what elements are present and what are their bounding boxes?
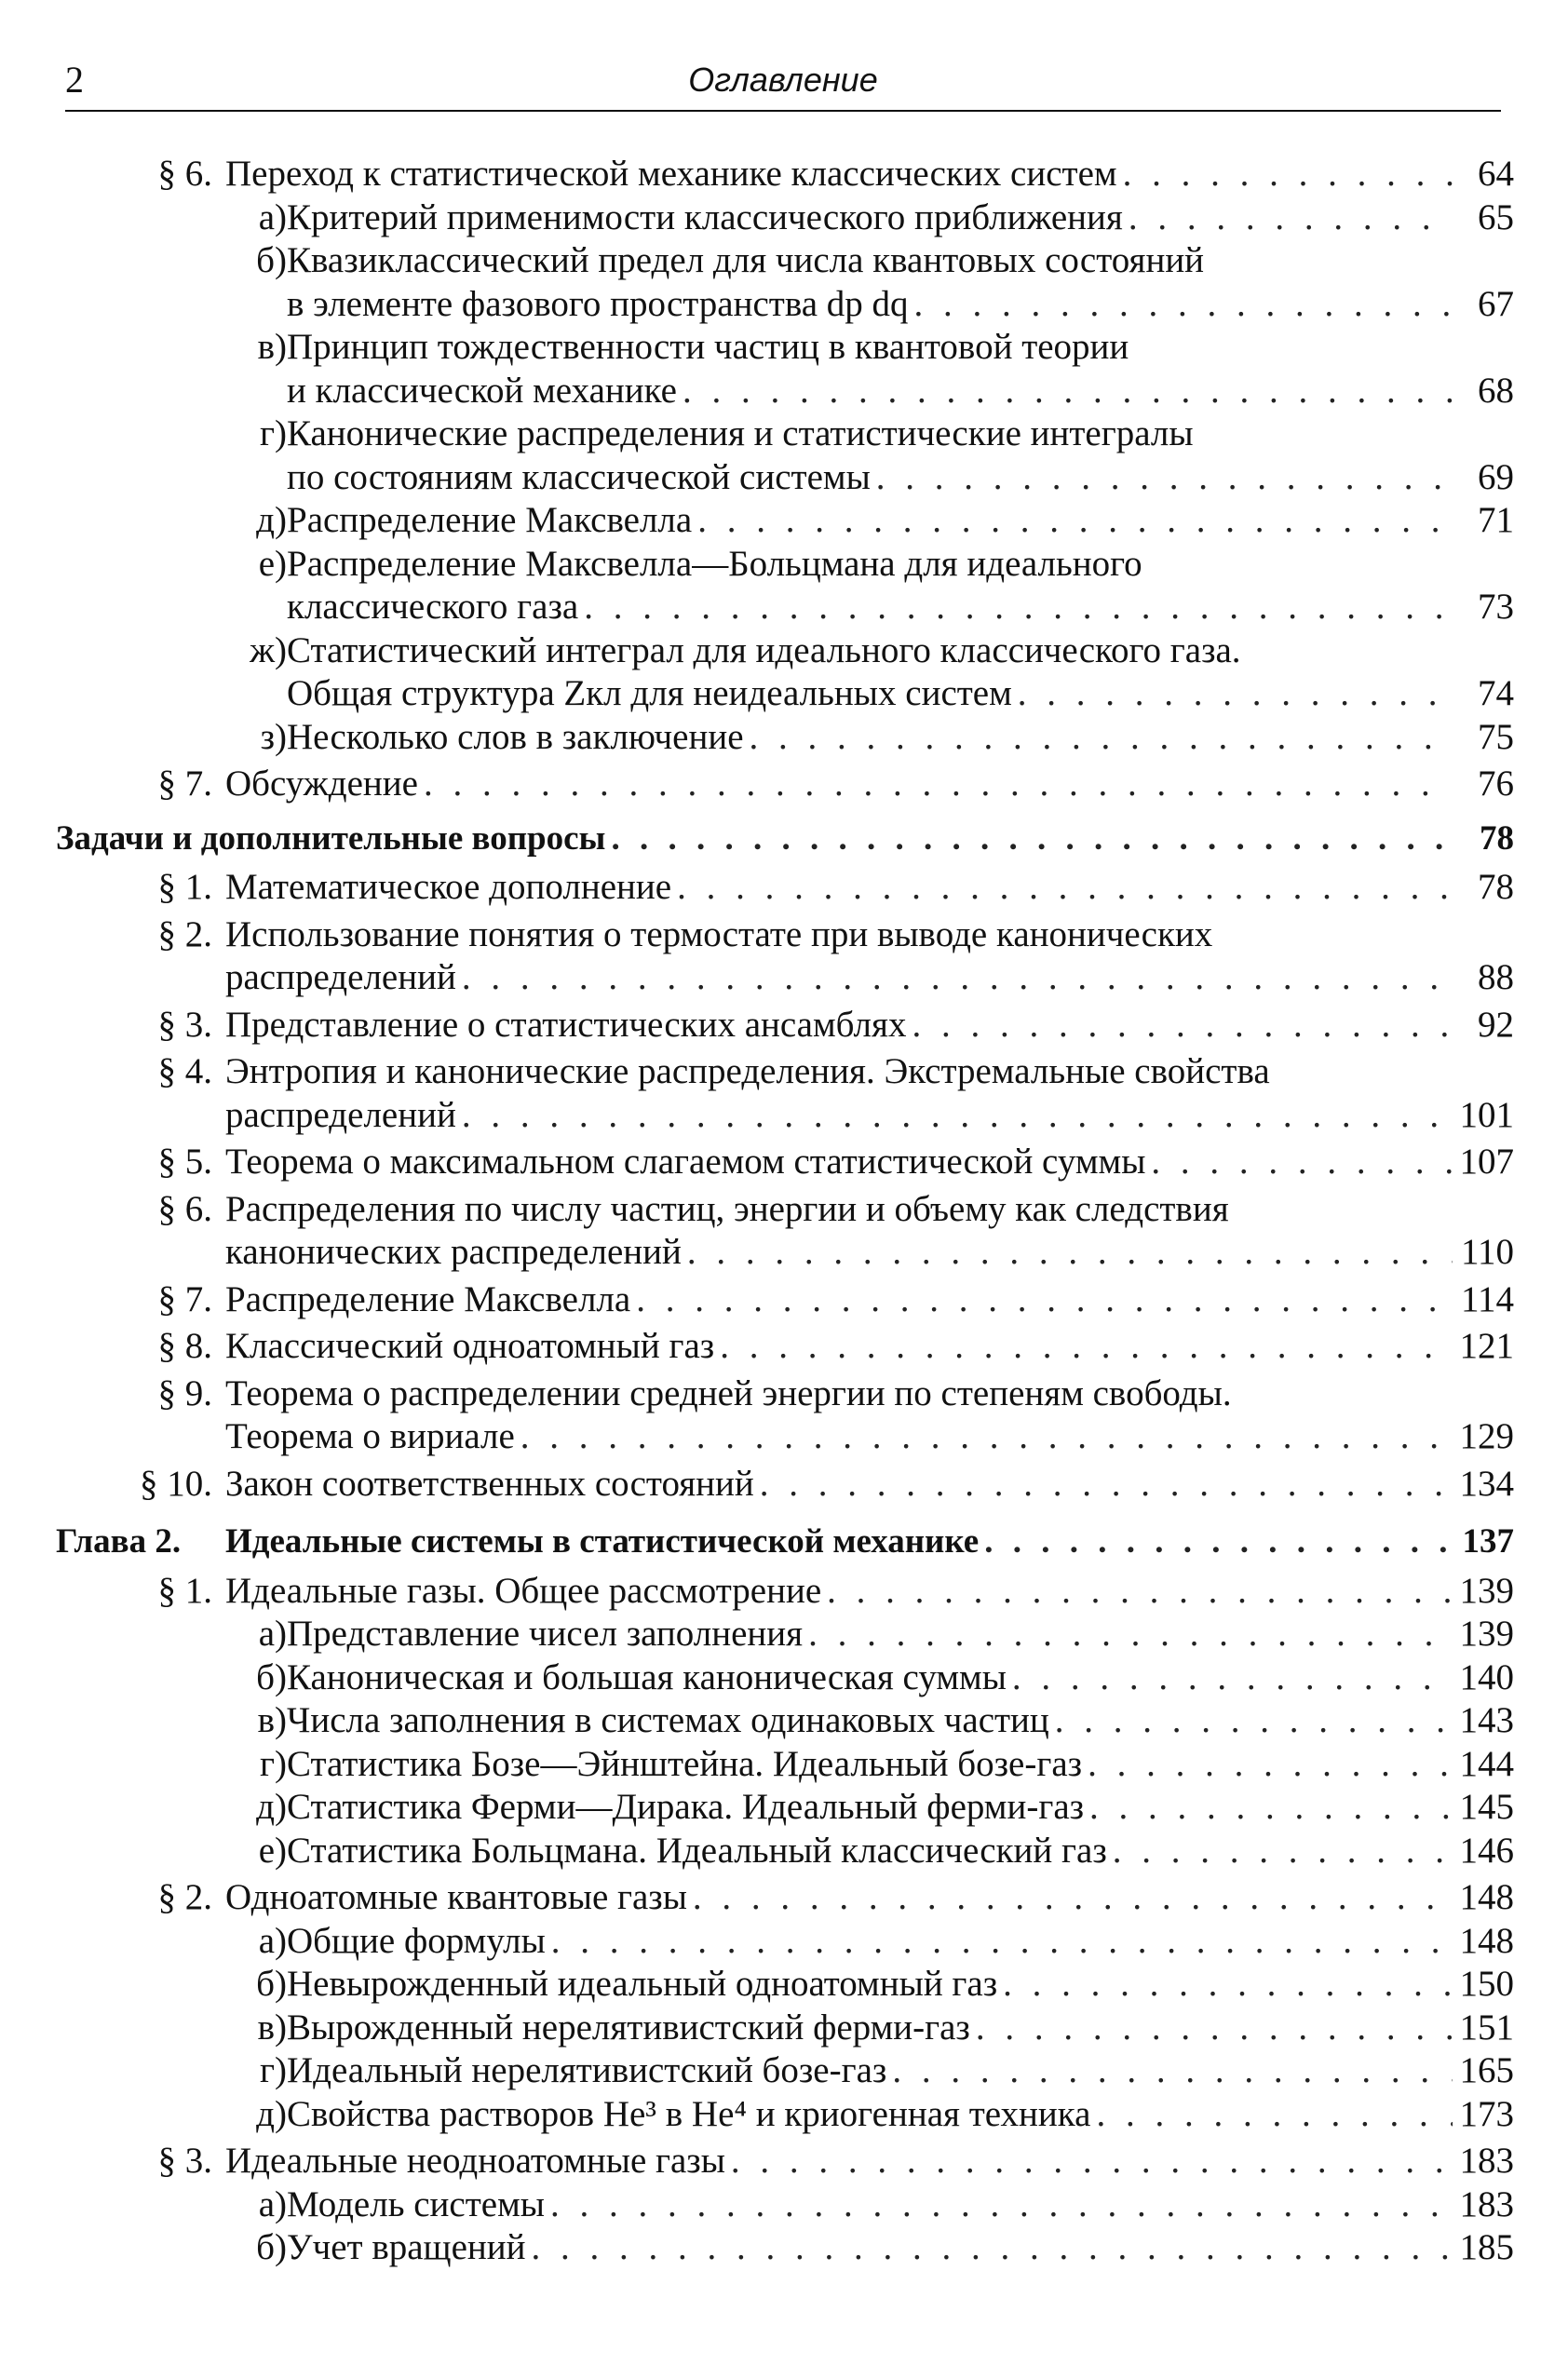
toc-entry-label: § 8. <box>157 1326 212 1366</box>
toc-entry-page: 64 <box>1478 154 1514 194</box>
toc-entry[interactable] <box>56 1325 1514 1369</box>
toc-entry-title-line: Идеальные неодноатомные газы <box>225 2141 725 2181</box>
toc-entry-title-line: Статистический интеграл для идеального классического газа. <box>287 629 1241 670</box>
dot-leader <box>687 1231 1453 1275</box>
toc-entry-label: § 4. <box>157 1051 212 1091</box>
toc-entry-label: § 7. <box>157 764 212 804</box>
toc-entry-title-line: Идеальный нерелятивистский бозе-газ <box>287 2050 887 2090</box>
toc-entry-label: е) <box>258 1830 287 1871</box>
toc-entry[interactable] <box>56 1141 1514 1184</box>
toc-entry-title-line: Учет вращений <box>287 2227 526 2267</box>
dot-leader <box>1113 1830 1453 1873</box>
toc-entry[interactable] <box>56 913 1514 1000</box>
toc-entry-body <box>287 499 1514 543</box>
dot-leader <box>693 1876 1453 1920</box>
toc-entry[interactable] <box>56 326 1514 412</box>
toc-entry-body <box>287 1830 1514 1873</box>
toc-entry-title-line: Теорема о максимальном слагаемом статистической суммы <box>225 1142 1146 1182</box>
toc-entry-title-line: Несколько слов в заключение <box>287 716 744 757</box>
toc-entry-body <box>225 866 1514 910</box>
toc-entry-title-line: Математическое дополнение <box>225 867 672 907</box>
dot-leader <box>808 1613 1453 1656</box>
toc-entry-body <box>225 1050 1514 1137</box>
toc-entry-label: б) <box>256 2227 287 2267</box>
dot-leader <box>636 1278 1453 1322</box>
toc-entry-body <box>287 629 1514 716</box>
dot-leader <box>551 1920 1453 1964</box>
table-of-contents <box>56 149 1514 2270</box>
toc-entry-page: 151 <box>1459 2007 1514 2048</box>
toc-entry-page: 185 <box>1459 2227 1514 2267</box>
dot-leader <box>1123 153 1453 196</box>
dot-leader <box>984 1521 1453 1564</box>
toc-entry-title-line: Свойства растворов He³ в He⁴ и криогенная техника <box>287 2093 1091 2134</box>
toc-entry-title-line: Принцип тождественности частиц в квантовой теории <box>287 327 1129 367</box>
toc-entry-label: § 1. <box>157 1570 212 1611</box>
toc-entry[interactable] <box>56 2140 1514 2183</box>
toc-entry-label: а) <box>258 1920 287 1961</box>
toc-entry-title-line: Идеальные системы в статистической механике <box>225 1522 980 1561</box>
toc-entry-body <box>225 153 1514 196</box>
toc-entry-page: 146 <box>1459 1830 1514 1871</box>
toc-entry-page: 139 <box>1459 1570 1514 1611</box>
toc-entry-page: 121 <box>1459 1326 1514 1366</box>
toc-entry-label: Глава 2. <box>56 1522 182 1561</box>
toc-entry-title-line: и классической механике <box>287 370 677 411</box>
toc-entry[interactable] <box>56 1050 1514 1137</box>
toc-entry-page: 88 <box>1478 957 1514 997</box>
toc-entry-page: 144 <box>1459 1743 1514 1784</box>
toc-entry[interactable] <box>56 2007 1514 2050</box>
toc-entry-label: а) <box>258 2183 287 2224</box>
toc-entry-title-line: Распределения по числу частиц, энергии и объему как следствия <box>225 1188 1229 1229</box>
toc-entry-page: 183 <box>1459 2141 1514 2181</box>
toc-entry-body <box>287 1656 1514 1700</box>
dot-leader <box>683 370 1453 413</box>
toc-entry-label: § 2. <box>157 1877 212 1917</box>
toc-entry-body <box>287 543 1514 629</box>
toc-entry-page: 69 <box>1478 456 1514 497</box>
dot-leader <box>462 956 1453 1000</box>
toc-entry-body <box>225 1876 1514 1920</box>
toc-entry[interactable] <box>56 196 1514 240</box>
toc-entry-title-line: в элементе фазового пространства dp dq <box>287 283 909 324</box>
toc-entry-page: 137 <box>1462 1522 1514 1561</box>
dot-leader <box>462 1094 1453 1138</box>
toc-entry-title-line: канонических распределений <box>225 1232 682 1272</box>
toc-entry-title-line: Числа заполнения в системах одинаковых частиц <box>287 1700 1049 1740</box>
toc-entry-body <box>225 2140 1514 2183</box>
toc-entry-label: е) <box>258 543 287 584</box>
dot-leader <box>976 2007 1453 2050</box>
toc-entry-title-line: Представление чисел заполнения <box>287 1614 804 1654</box>
toc-entry-title-line: Классический одноатомный газ <box>225 1326 715 1366</box>
toc-entry-label: § 3. <box>157 2141 212 2181</box>
toc-entry[interactable] <box>56 499 1514 543</box>
toc-entry-page: 145 <box>1459 1787 1514 1827</box>
toc-entry-page: 114 <box>1460 1278 1514 1319</box>
toc-entry-body <box>287 716 1514 760</box>
toc-entry-page: 140 <box>1459 1656 1514 1697</box>
toc-entry-label: § 2. <box>157 913 212 954</box>
toc-entry-title-line: Распределение Максвелла <box>225 1278 631 1319</box>
toc-entry-title-line: Статистика Бозе—Эйнштейна. Идеальный бозе-газ <box>287 1743 1083 1784</box>
toc-entry-body <box>287 2183 1514 2227</box>
toc-entry[interactable] <box>56 1570 1514 1614</box>
toc-entry-title-line: Квазиклассический предел для числа квантовых состояний <box>287 240 1205 280</box>
toc-entry-page: 110 <box>1460 1232 1514 1272</box>
page-number: 2 <box>65 59 84 101</box>
toc-entry-title-line: Одноатомные квантовые газы <box>225 1877 687 1917</box>
dot-leader <box>1088 1743 1453 1787</box>
toc-entry-body <box>225 1188 1514 1275</box>
toc-entry-page: 73 <box>1478 587 1514 627</box>
dot-leader <box>697 499 1453 543</box>
toc-entry[interactable] <box>56 2183 1514 2227</box>
toc-entry-body <box>287 1613 1514 1656</box>
toc-entry-label: б) <box>256 240 287 280</box>
toc-entry-page: 173 <box>1459 2093 1514 2134</box>
toc-entry[interactable] <box>56 153 1514 196</box>
dot-leader <box>1096 2093 1453 2137</box>
dot-leader <box>750 716 1453 760</box>
toc-entry-body <box>225 763 1514 806</box>
dot-leader <box>584 586 1453 629</box>
toc-entry-label: в) <box>257 2007 287 2048</box>
toc-entry-label: § 3. <box>157 1004 212 1045</box>
dot-leader <box>827 1570 1453 1614</box>
toc-entry-page: 101 <box>1459 1094 1514 1135</box>
toc-entry[interactable] <box>56 1004 1514 1048</box>
toc-entry-title-line: Обсуждение <box>225 764 418 804</box>
toc-entry[interactable] <box>56 716 1514 760</box>
toc-entry[interactable] <box>56 1521 1514 1564</box>
toc-entry-title-line: Энтропия и канонические распределения. Экстремальные свойства <box>225 1051 1270 1091</box>
toc-entry-page: 71 <box>1478 500 1514 540</box>
toc-entry[interactable] <box>56 1699 1514 1743</box>
toc-entry-body <box>287 2226 1514 2270</box>
toc-entry-title-line: Общая структура Zкл для неидеальных систем <box>287 673 1012 713</box>
dot-leader <box>1003 1963 1453 2007</box>
toc-entry-body <box>56 818 1514 861</box>
toc-entry-page: 92 <box>1478 1004 1514 1045</box>
toc-entry-body <box>287 1699 1514 1743</box>
toc-entry-title-line: Теорема о распределении средней энергии по степеням свободы. <box>225 1372 1232 1413</box>
toc-entry-page: 165 <box>1459 2050 1514 2090</box>
toc-entry[interactable] <box>56 1372 1514 1459</box>
toc-entry[interactable] <box>56 1786 1514 1830</box>
toc-entry-page: 183 <box>1459 2183 1514 2224</box>
toc-entry[interactable] <box>56 1920 1514 1964</box>
dot-leader <box>720 1325 1453 1369</box>
toc-entry-page: 150 <box>1459 1964 1514 2004</box>
dot-leader <box>760 1463 1453 1507</box>
toc-entry-body <box>225 1004 1514 1048</box>
toc-entry-page: 139 <box>1459 1614 1514 1654</box>
toc-entry-title-line: Критерий применимости классического приближения <box>287 196 1123 237</box>
toc-entry-body <box>225 1325 1514 1369</box>
toc-entry[interactable] <box>56 543 1514 629</box>
toc-entry-page: 76 <box>1478 764 1514 804</box>
toc-entry-label: а) <box>258 1614 287 1654</box>
toc-entry-page: 134 <box>1459 1463 1514 1504</box>
toc-entry[interactable] <box>56 412 1514 499</box>
toc-entry-page: 148 <box>1459 1877 1514 1917</box>
toc-entry[interactable] <box>56 763 1514 806</box>
toc-entry-title-line: Задачи и дополнительные вопросы <box>56 818 606 858</box>
toc-entry-label: § 9. <box>157 1372 212 1413</box>
toc-entry-title-line: Общие формулы <box>287 1920 546 1961</box>
toc-entry-title-line: Распределение Максвелла—Больцмана для идеального <box>287 543 1142 584</box>
toc-entry-title-line: Теорема о вириале <box>225 1416 515 1456</box>
toc-entry-page: 143 <box>1459 1700 1514 1740</box>
toc-entry-label: § 1. <box>157 867 212 907</box>
toc-entry[interactable] <box>56 1876 1514 1920</box>
toc-entry-label: д) <box>256 1787 287 1827</box>
toc-entry-label: ж) <box>250 629 287 670</box>
dot-leader <box>1018 672 1453 716</box>
toc-entry-page: 129 <box>1459 1416 1514 1456</box>
toc-entry-title-line: распределений <box>225 957 456 997</box>
toc-entry[interactable] <box>56 2226 1514 2270</box>
dot-leader <box>1089 1786 1453 1830</box>
toc-entry-label: в) <box>257 327 287 367</box>
toc-entry-page: 78 <box>1478 867 1514 907</box>
dot-leader <box>914 283 1453 327</box>
toc-entry-label: § 5. <box>157 1142 212 1182</box>
toc-entry-title-line: Модель системы <box>287 2183 545 2224</box>
toc-entry-body <box>287 2007 1514 2050</box>
toc-entry-title-line: Распределение Максвелла <box>287 500 693 540</box>
dot-leader <box>520 1415 1453 1459</box>
toc-entry-title-line: по состояниям классической системы <box>287 456 871 497</box>
toc-entry[interactable] <box>56 1278 1514 1322</box>
toc-entry-title-line: Переход к статистической механике классических систем <box>225 154 1117 194</box>
toc-entry-body <box>225 1278 1514 1322</box>
toc-entry-title-line: Идеальные газы. Общее рассмотрение <box>225 1570 822 1611</box>
toc-entry-page: 74 <box>1478 673 1514 713</box>
toc-entry-body <box>287 2093 1514 2137</box>
toc-entry-label: б) <box>256 1964 287 2004</box>
toc-entry[interactable] <box>56 1830 1514 1873</box>
toc-entry-body <box>225 1521 1514 1564</box>
toc-entry-body <box>225 1570 1514 1614</box>
dot-leader <box>876 456 1453 500</box>
toc-entry-body <box>287 1963 1514 2007</box>
toc-entry-body <box>225 1372 1514 1459</box>
running-head-title: Оглавление <box>688 61 878 99</box>
toc-entry-title-line: Представление о статистических ансамблях <box>225 1004 907 1045</box>
dot-leader <box>1151 1141 1453 1184</box>
toc-entry-page: 65 <box>1478 196 1514 237</box>
toc-entry-title-line: Статистика Больцмана. Идеальный классический газ <box>287 1830 1107 1871</box>
running-head <box>65 56 1501 112</box>
toc-entry-title-line: Невырожденный идеальный одноатомный газ <box>287 1964 998 2004</box>
toc-entry-title-line: Канонические распределения и статистические интегралы <box>287 413 1194 453</box>
dot-leader <box>677 866 1453 910</box>
toc-entry[interactable] <box>56 866 1514 910</box>
toc-entry-label: § 7. <box>157 1278 212 1319</box>
toc-entry-label: г) <box>260 413 287 453</box>
toc-entry-label: § 6. <box>157 154 212 194</box>
toc-entry-body <box>225 1141 1514 1184</box>
toc-entry-label: § 10. <box>140 1463 212 1504</box>
dot-leader <box>611 818 1453 861</box>
toc-entry[interactable] <box>56 629 1514 716</box>
toc-entry-label: д) <box>256 500 287 540</box>
dot-leader <box>1055 1699 1453 1743</box>
toc-entry[interactable] <box>56 1463 1514 1507</box>
toc-entry-body <box>287 1786 1514 1830</box>
toc-entry-title-line: классического газа <box>287 587 579 627</box>
toc-entry-label: б) <box>256 1656 287 1697</box>
toc-entry-title-line: Статистика Ферми—Дирака. Идеальный ферми-газ <box>287 1787 1085 1827</box>
dot-leader <box>892 2049 1453 2093</box>
dot-leader <box>424 763 1453 806</box>
toc-entry-label: г) <box>260 1743 287 1784</box>
dot-leader <box>532 2226 1453 2270</box>
toc-entry-page: 68 <box>1478 370 1514 411</box>
toc-entry-title-line: распределений <box>225 1094 456 1135</box>
toc-entry-label: г) <box>260 2050 287 2090</box>
toc-entry-label: з) <box>260 716 287 757</box>
toc-entry-body <box>225 1463 1514 1507</box>
toc-entry[interactable] <box>56 239 1514 326</box>
toc-entry-body <box>287 1920 1514 1964</box>
toc-entry-body <box>287 239 1514 326</box>
dot-leader <box>731 2140 1453 2183</box>
toc-entry-page: 75 <box>1478 716 1514 757</box>
toc-entry-body <box>287 2049 1514 2093</box>
toc-entry-body <box>287 412 1514 499</box>
toc-entry-title-line: Вырожденный нерелятивистский ферми-газ <box>287 2007 970 2048</box>
toc-entry-page: 107 <box>1459 1142 1514 1182</box>
dot-leader <box>550 2183 1453 2227</box>
dot-leader <box>1012 1656 1453 1700</box>
dot-leader <box>912 1004 1453 1048</box>
toc-entry-title-line: Закон соответственных состояний <box>225 1463 754 1504</box>
toc-entry[interactable] <box>56 2049 1514 2093</box>
toc-entry-body <box>287 326 1514 412</box>
toc-entry[interactable] <box>56 2093 1514 2137</box>
toc-entry-title-line: Каноническая и большая каноническая суммы <box>287 1656 1007 1697</box>
toc-entry-label: д) <box>256 2093 287 2134</box>
toc-entry-page: 78 <box>1480 818 1514 858</box>
toc-entry[interactable] <box>56 1188 1514 1275</box>
toc-entry-page: 67 <box>1478 283 1514 324</box>
toc-entry-body <box>287 1743 1514 1787</box>
toc-entry-label: а) <box>258 196 287 237</box>
toc-entry[interactable] <box>56 1656 1514 1700</box>
toc-entry-body <box>287 196 1514 240</box>
toc-entry[interactable] <box>56 1613 1514 1656</box>
dot-leader <box>1129 196 1453 240</box>
toc-entry-body <box>225 913 1514 1000</box>
toc-entry-title-line: Использование понятия о термостате при выводе канонических <box>225 913 1213 954</box>
toc-entry[interactable] <box>56 818 1514 861</box>
toc-entry-label: в) <box>257 1700 287 1740</box>
toc-entry[interactable] <box>56 1743 1514 1787</box>
toc-entry-page: 148 <box>1459 1920 1514 1961</box>
toc-entry-label: § 6. <box>157 1188 212 1229</box>
toc-entry[interactable] <box>56 1963 1514 2007</box>
